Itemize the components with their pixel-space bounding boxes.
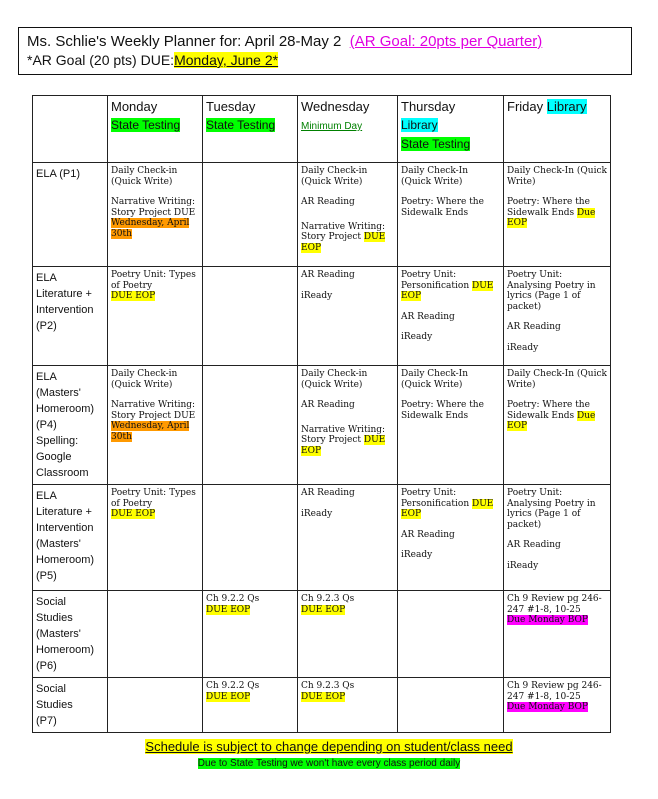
friday-cell bbox=[504, 678, 611, 733]
assignment: iReady bbox=[401, 550, 433, 560]
day-name: Tuesday bbox=[206, 99, 256, 114]
monday-cell bbox=[108, 163, 203, 267]
subject-line: Social Studies bbox=[36, 596, 73, 624]
assignment: iReady bbox=[401, 332, 433, 342]
subject-line: (P7) bbox=[36, 715, 57, 727]
subject-line: (Masters' bbox=[36, 538, 81, 550]
assignment: Daily Check-in (Quick Write) bbox=[111, 166, 178, 187]
day-name: Thursday bbox=[401, 99, 456, 114]
assignment: AR Reading bbox=[301, 400, 355, 410]
assignment bbox=[401, 488, 500, 520]
friday-cell bbox=[504, 591, 611, 678]
assignment: Daily Check-In (Quick Write) bbox=[507, 166, 607, 187]
day-note: Library bbox=[546, 99, 587, 114]
monday-cell bbox=[108, 591, 203, 678]
wednesday-cell bbox=[298, 163, 398, 267]
planner-header bbox=[18, 27, 632, 75]
subject-line: Google bbox=[36, 451, 72, 463]
subject-line: (Masters' bbox=[36, 387, 81, 399]
assignment-text: Narrative Writing: Story Project DUE bbox=[111, 197, 196, 218]
monday-cell bbox=[108, 366, 203, 485]
header-line-2 bbox=[27, 51, 623, 70]
day-note: State Testing bbox=[111, 118, 181, 132]
assignment bbox=[401, 270, 500, 302]
assignment: AR Reading bbox=[301, 488, 355, 498]
subject-cell bbox=[33, 591, 108, 678]
table-row bbox=[33, 591, 611, 678]
weekly-planner-table bbox=[32, 95, 611, 733]
day-name bbox=[507, 99, 607, 114]
assignment: AR Reading bbox=[401, 311, 455, 322]
schedule-notice-text: Schedule is subject to change depending on student/class need bbox=[145, 739, 513, 754]
header-line-1 bbox=[27, 32, 623, 51]
assignment bbox=[507, 594, 607, 626]
assignment: iReady bbox=[507, 342, 539, 353]
subject-cell bbox=[33, 678, 108, 733]
assignment bbox=[206, 594, 294, 615]
day-header-wednesday bbox=[298, 96, 398, 163]
assignment: Poetry Unit: Analysing Poetry in lyrics (Page 1 of packet) bbox=[507, 488, 596, 530]
due-highlight: DUE EOP bbox=[301, 604, 346, 615]
assignment-text: Poetry: Where the Sidewalk Ends bbox=[507, 400, 590, 421]
ar-goal-due-date: Monday, June 2* bbox=[174, 52, 279, 68]
day-name: Wednesday bbox=[301, 99, 370, 114]
day-header-friday bbox=[504, 96, 611, 163]
due-highlight: DUE EOP bbox=[401, 498, 494, 519]
assignment bbox=[507, 197, 607, 229]
assignment-text: Ch 9.2.2 Qs bbox=[206, 681, 260, 691]
assignment: Poetry: Where the Sidewalk Ends bbox=[401, 197, 484, 218]
wednesday-cell bbox=[298, 267, 398, 366]
assignment: AR Reading bbox=[507, 540, 561, 550]
due-highlight: DUE EOP bbox=[206, 691, 251, 702]
tuesday-cell bbox=[203, 163, 298, 267]
assignment: Poetry: Where the Sidewalk Ends bbox=[401, 400, 484, 421]
due-highlight: DUE EOP bbox=[111, 509, 156, 519]
due-highlight: Wednesday, April 30th bbox=[111, 218, 190, 239]
table-row bbox=[33, 485, 611, 591]
assignment-text: Ch 9.2.2 Qs bbox=[206, 594, 260, 604]
ar-goal-label: *AR Goal (20 pts) DUE: bbox=[27, 52, 175, 68]
friday-cell bbox=[504, 366, 611, 485]
day-name: Monday bbox=[111, 99, 158, 114]
subject-line: Homeroom) bbox=[36, 644, 95, 656]
assignment bbox=[507, 681, 607, 713]
corner-cell bbox=[33, 96, 108, 163]
subject-cell bbox=[33, 163, 108, 267]
wednesday-cell bbox=[298, 591, 398, 678]
monday-cell bbox=[108, 678, 203, 733]
due-highlight: DUE EOP bbox=[206, 604, 251, 615]
assignment: Daily Check-In (Quick Write) bbox=[401, 166, 469, 187]
due-highlight: DUE EOP bbox=[301, 435, 386, 456]
assignment-text: Narrative Writing: Story Project DUE bbox=[111, 400, 196, 421]
assignment: AR Reading bbox=[401, 529, 455, 540]
subject-line: Homeroom) bbox=[36, 554, 95, 566]
subject-cell bbox=[33, 485, 108, 591]
day-header-thursday bbox=[398, 96, 504, 163]
due-highlight: DUE EOP bbox=[301, 691, 346, 702]
subject-line: (P4) bbox=[36, 419, 57, 431]
friday-cell bbox=[504, 485, 611, 591]
assignment: Poetry Unit: Analysing Poetry in lyrics (Page 1 of packet) bbox=[507, 270, 596, 312]
assignment bbox=[206, 681, 294, 702]
subject-line: Spelling: bbox=[36, 435, 79, 447]
assignment-text: Ch 9.2.3 Qs bbox=[301, 594, 355, 604]
subject-line: Intervention bbox=[36, 304, 94, 316]
testing-notice bbox=[0, 758, 658, 769]
subject-line: (Masters' bbox=[36, 628, 81, 640]
tuesday-cell bbox=[203, 678, 298, 733]
assignment-text: Ch 9 Review pg 246-247 #1-8, 10-25 bbox=[507, 594, 602, 615]
day-note-library: Library bbox=[401, 118, 438, 132]
subject-line: Classroom bbox=[36, 467, 89, 479]
day-note: Minimum Day bbox=[301, 121, 363, 132]
subject-line: Literature + bbox=[36, 288, 92, 300]
table-row bbox=[33, 267, 611, 366]
assignment bbox=[111, 488, 199, 520]
table-row bbox=[33, 366, 611, 485]
assignment: Daily Check-in (Quick Write) bbox=[111, 369, 178, 390]
due-highlight: DUE EOP bbox=[401, 280, 494, 301]
tuesday-cell bbox=[203, 485, 298, 591]
assignment: AR Reading bbox=[301, 197, 355, 207]
table-row bbox=[33, 163, 611, 267]
due-highlight: DUE EOP bbox=[111, 291, 156, 301]
subject-line: ELA bbox=[36, 490, 57, 502]
assignment: iReady bbox=[301, 290, 333, 301]
assignment: Daily Check-In (Quick Write) bbox=[401, 369, 469, 390]
thursday-cell bbox=[398, 267, 504, 366]
due-highlight: Due EOP bbox=[507, 207, 596, 228]
thursday-cell bbox=[398, 366, 504, 485]
tuesday-cell bbox=[203, 267, 298, 366]
assignment: iReady bbox=[301, 508, 333, 519]
day-header-row bbox=[33, 96, 611, 163]
assignment: Daily Check-In (Quick Write) bbox=[507, 369, 607, 390]
subject-line: (P6) bbox=[36, 660, 57, 672]
testing-notice-text: Due to State Testing we won't have every class period daily bbox=[197, 758, 461, 769]
subject-cell bbox=[33, 267, 108, 366]
subject-line: Social Studies bbox=[36, 683, 73, 711]
assignment: AR Reading bbox=[507, 322, 561, 332]
assignment bbox=[301, 594, 394, 615]
due-highlight: DUE EOP bbox=[301, 232, 386, 253]
assignment bbox=[507, 400, 607, 432]
assignment-text: Poetry Unit: Personification bbox=[401, 488, 470, 509]
assignment bbox=[301, 425, 394, 457]
assignment-text: Ch 9.2.3 Qs bbox=[301, 681, 355, 691]
wednesday-cell bbox=[298, 485, 398, 591]
subject-line: ELA bbox=[36, 371, 57, 383]
assignment-text: Poetry Unit: Types of Poetry bbox=[111, 488, 196, 509]
monday-cell bbox=[108, 267, 203, 366]
wednesday-cell bbox=[298, 678, 398, 733]
table-row bbox=[33, 678, 611, 733]
schedule-notice bbox=[0, 739, 658, 754]
assignment-text: Ch 9 Review pg 246-247 #1-8, 10-25 bbox=[507, 681, 602, 702]
planner-title: Ms. Schlie's Weekly Planner for: April 28-May 2 bbox=[27, 33, 342, 50]
day-name-text: Friday bbox=[507, 99, 544, 114]
day-note-testing: State Testing bbox=[401, 137, 471, 151]
assignment-text: Poetry Unit: Types of Poetry bbox=[111, 270, 196, 291]
assignment-text: Poetry: Where the Sidewalk Ends bbox=[507, 197, 590, 218]
assignment: Daily Check-in (Quick Write) bbox=[301, 369, 368, 390]
subject-line: (P2) bbox=[36, 320, 57, 332]
subject-line: Homeroom) bbox=[36, 403, 95, 415]
subject-line: ELA (P1) bbox=[36, 168, 81, 180]
assignment: iReady bbox=[507, 560, 539, 571]
assignment bbox=[301, 681, 394, 702]
monday-cell bbox=[108, 485, 203, 591]
subject-line: Literature + bbox=[36, 506, 92, 518]
assignment: Daily Check-in (Quick Write) bbox=[301, 166, 368, 187]
thursday-cell bbox=[398, 591, 504, 678]
subject-line: (P5) bbox=[36, 570, 57, 582]
day-header-monday bbox=[108, 96, 203, 163]
assignment bbox=[301, 222, 394, 254]
assignment bbox=[111, 400, 199, 442]
assignment-text: Narrative Writing: Story Project bbox=[301, 424, 386, 445]
due-highlight: Wednesday, April 30th bbox=[111, 421, 190, 442]
day-note: State Testing bbox=[206, 118, 276, 132]
wednesday-cell bbox=[298, 366, 398, 485]
subject-line: Intervention bbox=[36, 522, 94, 534]
assignment bbox=[111, 270, 199, 302]
tuesday-cell bbox=[203, 366, 298, 485]
assignment-text: Poetry Unit: Personification bbox=[401, 270, 470, 291]
assignment bbox=[111, 197, 199, 239]
tuesday-cell bbox=[203, 591, 298, 678]
ar-goal-quarter: (AR Goal: 20pts per Quarter) bbox=[349, 33, 543, 50]
friday-cell bbox=[504, 267, 611, 366]
assignment: AR Reading bbox=[301, 270, 355, 280]
thursday-cell bbox=[398, 163, 504, 267]
subject-line: ELA bbox=[36, 272, 57, 284]
due-highlight: Due EOP bbox=[507, 410, 596, 431]
due-highlight: Due Monday BOP bbox=[507, 702, 588, 712]
subject-cell bbox=[33, 366, 108, 485]
assignment-text: Narrative Writing: Story Project bbox=[301, 221, 386, 242]
thursday-cell bbox=[398, 678, 504, 733]
due-highlight: Due Monday BOP bbox=[507, 615, 588, 625]
thursday-cell bbox=[398, 485, 504, 591]
friday-cell bbox=[504, 163, 611, 267]
day-header-tuesday bbox=[203, 96, 298, 163]
